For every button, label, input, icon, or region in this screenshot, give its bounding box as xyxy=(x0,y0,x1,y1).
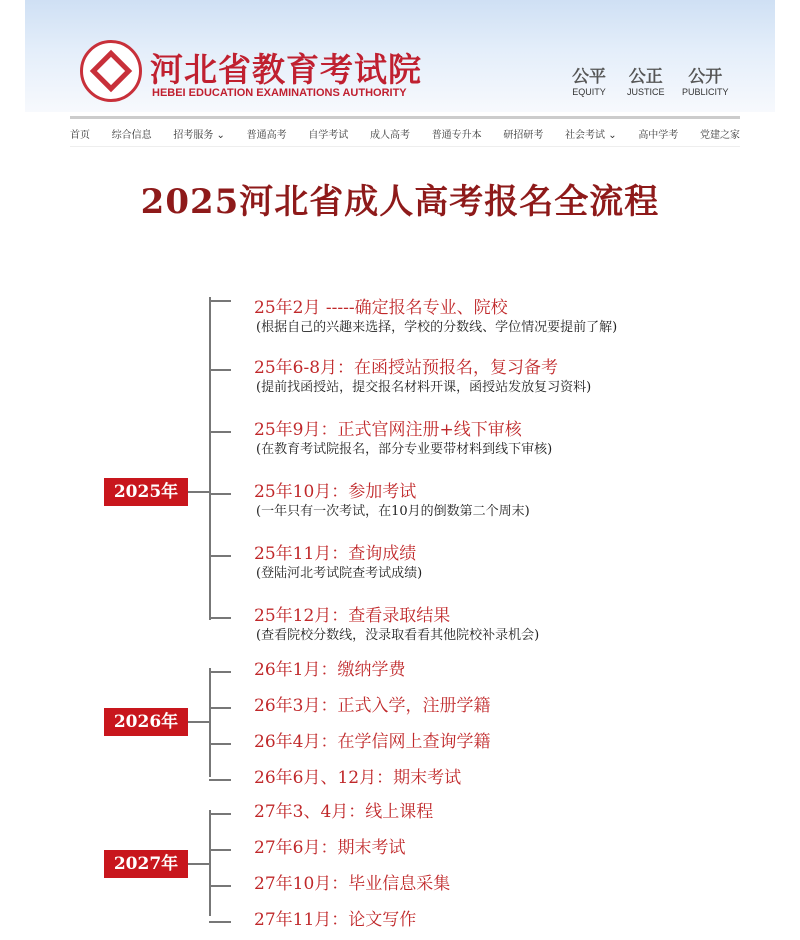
nav-bar xyxy=(70,126,740,141)
nav-item[interactable]: 普通高考 xyxy=(246,130,287,141)
nav-item[interactable]: 首页 xyxy=(70,130,90,141)
page-title: 2025河北省成人高考报名全流程 xyxy=(140,182,660,222)
nav-item[interactable]: 高中学考 xyxy=(638,130,679,141)
timeline-connector xyxy=(209,885,231,887)
step-heading: 26年4月：在学信网上查询学籍 xyxy=(254,732,491,752)
timeline-connector xyxy=(209,431,231,433)
timeline-connector xyxy=(209,707,231,709)
step-heading: 27年11月：论文写作 xyxy=(254,910,417,930)
step-heading: 27年6月：期末考试 xyxy=(254,838,406,858)
timeline-connector xyxy=(188,721,210,723)
nav-item[interactable]: 招考服务 ⌄ xyxy=(173,130,225,141)
timeline-connector xyxy=(209,369,231,371)
logo-icon xyxy=(80,40,142,102)
step-heading: 25年11月：查询成绩 xyxy=(254,544,417,564)
timeline-connector xyxy=(209,813,231,815)
timeline-connector xyxy=(209,493,231,495)
timeline-connector xyxy=(209,617,231,619)
timeline-connector xyxy=(209,300,231,302)
site-name-en: HEBEI EDUCATION EXAMINATIONS AUTHORITY xyxy=(152,87,407,99)
step-heading: 25年12月：查看录取结果 xyxy=(254,606,451,626)
nav-item[interactable]: 自学考试 xyxy=(308,130,349,141)
timeline-connector xyxy=(188,863,210,865)
step-note: (根据自己的兴趣来选择，学校的分数线、学位情况要提前了解) xyxy=(256,320,618,335)
motto-publicity: 公开 PUBLICITY xyxy=(682,67,729,97)
motto-justice: 公正 JUSTICE xyxy=(627,67,665,97)
step-note: (一年只有一次考试，在10月的倒数第二个周末) xyxy=(256,504,530,519)
nav-item[interactable]: 党建之家 xyxy=(700,130,740,141)
site-name-cn: 河北省教育考试院 xyxy=(150,50,422,89)
step-heading: 25年10月：参加考试 xyxy=(254,482,417,502)
step-note: (查看院校分数线，没录取看看其他院校补录机会) xyxy=(256,628,540,643)
timeline-connector xyxy=(209,849,231,851)
step-heading: 25年9月：正式官网注册+线下审核 xyxy=(254,420,522,440)
step-heading: 26年3月：正式入学，注册学籍 xyxy=(254,696,491,716)
year-badge: 2026年 xyxy=(104,708,188,736)
timeline-connector xyxy=(209,921,231,923)
nav-divider xyxy=(70,116,740,119)
nav-item[interactable]: 成人高考 xyxy=(370,130,410,141)
step-heading: 25年6-8月：在函授站预报名，复习备考 xyxy=(254,358,559,378)
timeline-connector xyxy=(209,743,231,745)
step-heading: 26年1月：缴纳学费 xyxy=(254,660,406,680)
motto-equity: 公平 EQUITY xyxy=(572,67,606,97)
step-heading: 25年2月 -----确定报名专业、院校 xyxy=(254,298,508,318)
step-note: (在教育考试院报名，部分专业要带材料到线下审核) xyxy=(256,442,553,457)
timeline-connector xyxy=(188,491,210,493)
year-badge: 2025年 xyxy=(104,478,188,506)
nav-item[interactable]: 研招研考 xyxy=(503,130,544,141)
year-badge: 2027年 xyxy=(104,850,188,878)
timeline-connector xyxy=(209,555,231,557)
nav-divider xyxy=(70,146,740,147)
timeline-connector xyxy=(209,671,231,673)
nav-item[interactable]: 综合信息 xyxy=(111,130,152,141)
nav-item[interactable]: 社会考试 ⌄ xyxy=(565,130,617,141)
timeline-bracket xyxy=(209,297,211,620)
step-heading: 27年3、4月：线上课程 xyxy=(254,802,434,822)
nav-item[interactable]: 普通专升本 xyxy=(431,130,482,141)
timeline-connector xyxy=(209,779,231,781)
step-note: (提前找函授站，提交报名材料开课，函授站发放复习资料) xyxy=(256,380,592,395)
step-heading: 27年10月：毕业信息采集 xyxy=(254,874,451,894)
step-heading: 26年6月、12月：期末考试 xyxy=(254,768,462,788)
step-note: (登陆河北考试院查考试成绩) xyxy=(256,566,423,581)
